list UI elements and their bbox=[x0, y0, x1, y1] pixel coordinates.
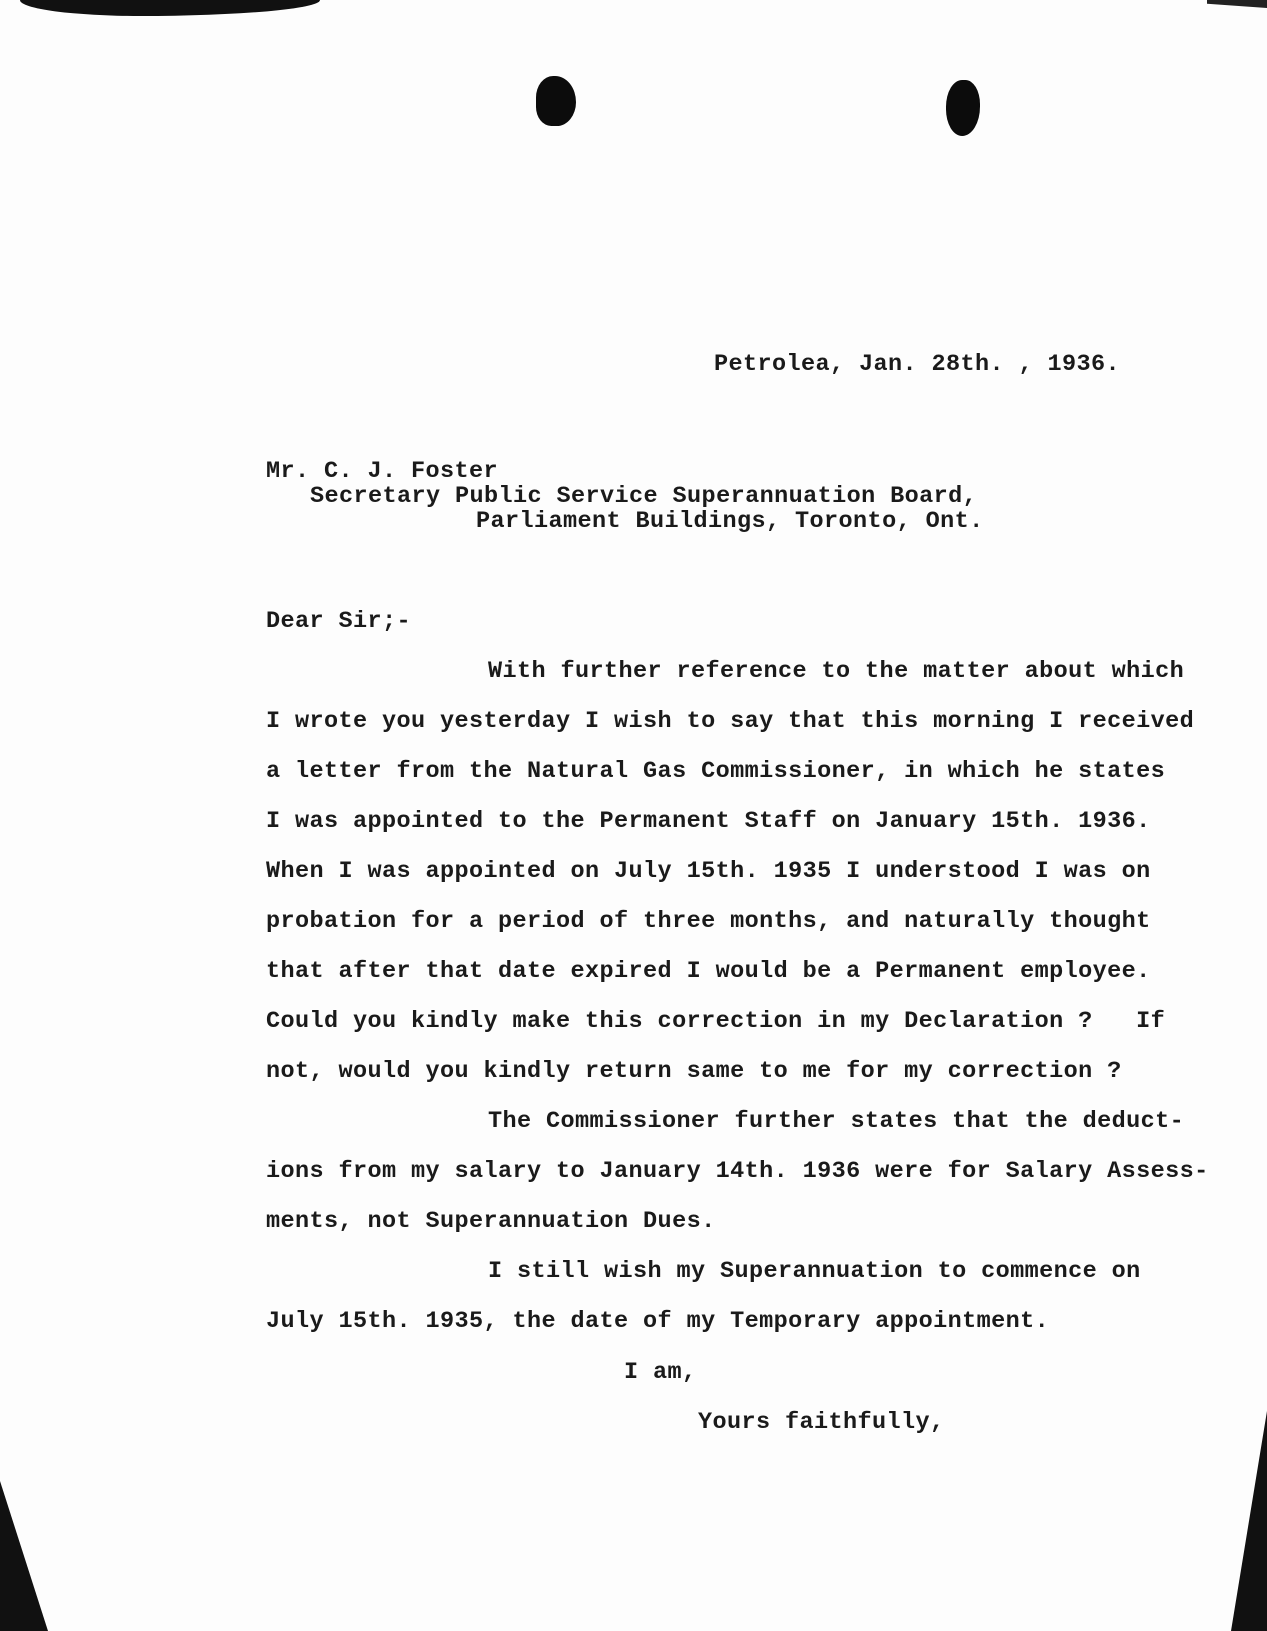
body-line: July 15th. 1935, the date of my Temporary appointment. bbox=[266, 1308, 1050, 1335]
body-line: I wrote you yesterday I wish to say that this morning I received bbox=[266, 708, 1195, 735]
body-line: that after that date expired I would be a Permanent employee. bbox=[266, 958, 1151, 985]
body-line: ions from my salary to January 14th. 1936 were for Salary Assess- bbox=[266, 1158, 1209, 1185]
punch-hole bbox=[946, 80, 980, 136]
punch-hole bbox=[536, 76, 576, 126]
scan-corner-shadow bbox=[0, 1481, 48, 1631]
scan-edge-shadow bbox=[20, 0, 320, 16]
body-line: Could you kindly make this correction in my Declaration ? If bbox=[266, 1008, 1166, 1035]
body-line: With further reference to the matter about which bbox=[488, 658, 1185, 685]
salutation: Dear Sir;- bbox=[266, 608, 412, 635]
body-line: a letter from the Natural Gas Commissioner, in which he states bbox=[266, 758, 1166, 785]
recipient-name: Mr. C. J. Foster bbox=[266, 458, 499, 485]
body-line: I still wish my Superannuation to commence on bbox=[488, 1258, 1141, 1285]
closing-line: I am, bbox=[624, 1359, 697, 1386]
body-line: probation for a period of three months, and naturally thought bbox=[266, 908, 1151, 935]
body-line: ments, not Superannuation Dues. bbox=[266, 1208, 716, 1235]
scan-edge-shadow-right bbox=[1207, 0, 1267, 8]
body-line: I was appointed to the Permanent Staff on January 15th. 1936. bbox=[266, 808, 1151, 835]
body-line: The Commissioner further states that the deduct- bbox=[488, 1108, 1185, 1135]
dateline: Petrolea, Jan. 28th. , 1936. bbox=[714, 351, 1121, 378]
scan-corner-shadow bbox=[1231, 1411, 1267, 1631]
closing-signoff: Yours faithfully, bbox=[698, 1409, 945, 1436]
body-line: When I was appointed on July 15th. 1935 I understood I was on bbox=[266, 858, 1151, 885]
body-line: not, would you kindly return same to me for my correction ? bbox=[266, 1058, 1122, 1085]
recipient-title: Secretary Public Service Superannuation Board, bbox=[310, 483, 978, 510]
recipient-address: Parliament Buildings, Toronto, Ont. bbox=[476, 508, 984, 535]
